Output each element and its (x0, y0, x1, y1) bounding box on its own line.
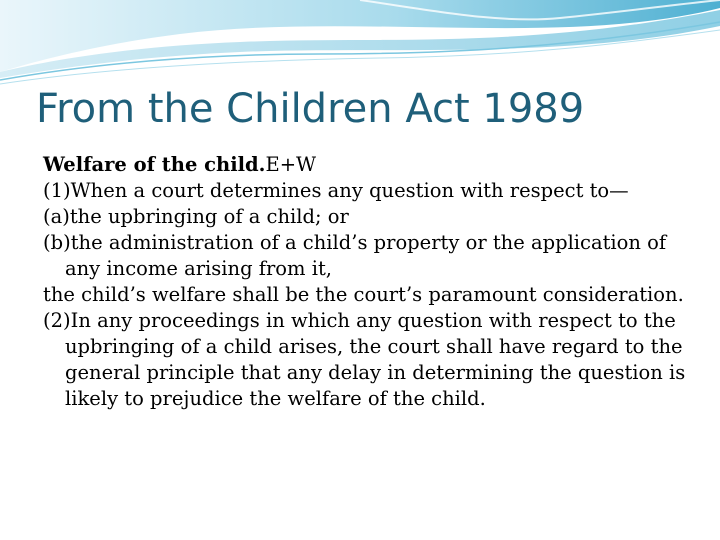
paragraph-1b: (b)the administration of a child’s property or the application of any income arising from it, (43, 231, 667, 280)
jurisdiction-marker: E+W (265, 153, 317, 176)
decorative-wave-banner (0, 0, 720, 90)
paragraph-1-conclusion: the child’s welfare shall be the court’s paramount consideration. (43, 283, 684, 306)
paragraph-1a: (a)the upbringing of a child; or (43, 205, 349, 228)
paragraph-1: (1)When a court determines any question with respect to— (43, 179, 629, 202)
paragraph-2: (2)In any proceedings in which any question with respect to the upbringing of a child arises, the court shall have regard to the general principle that any delay in determining the question is likely to prejudice the welfare of the child. (43, 309, 686, 410)
section-heading (43, 152, 703, 178)
statute-text (43, 152, 703, 412)
slide-title: From the Children Act 1989 (36, 86, 585, 132)
section-heading-text: Welfare of the child. (43, 153, 266, 176)
